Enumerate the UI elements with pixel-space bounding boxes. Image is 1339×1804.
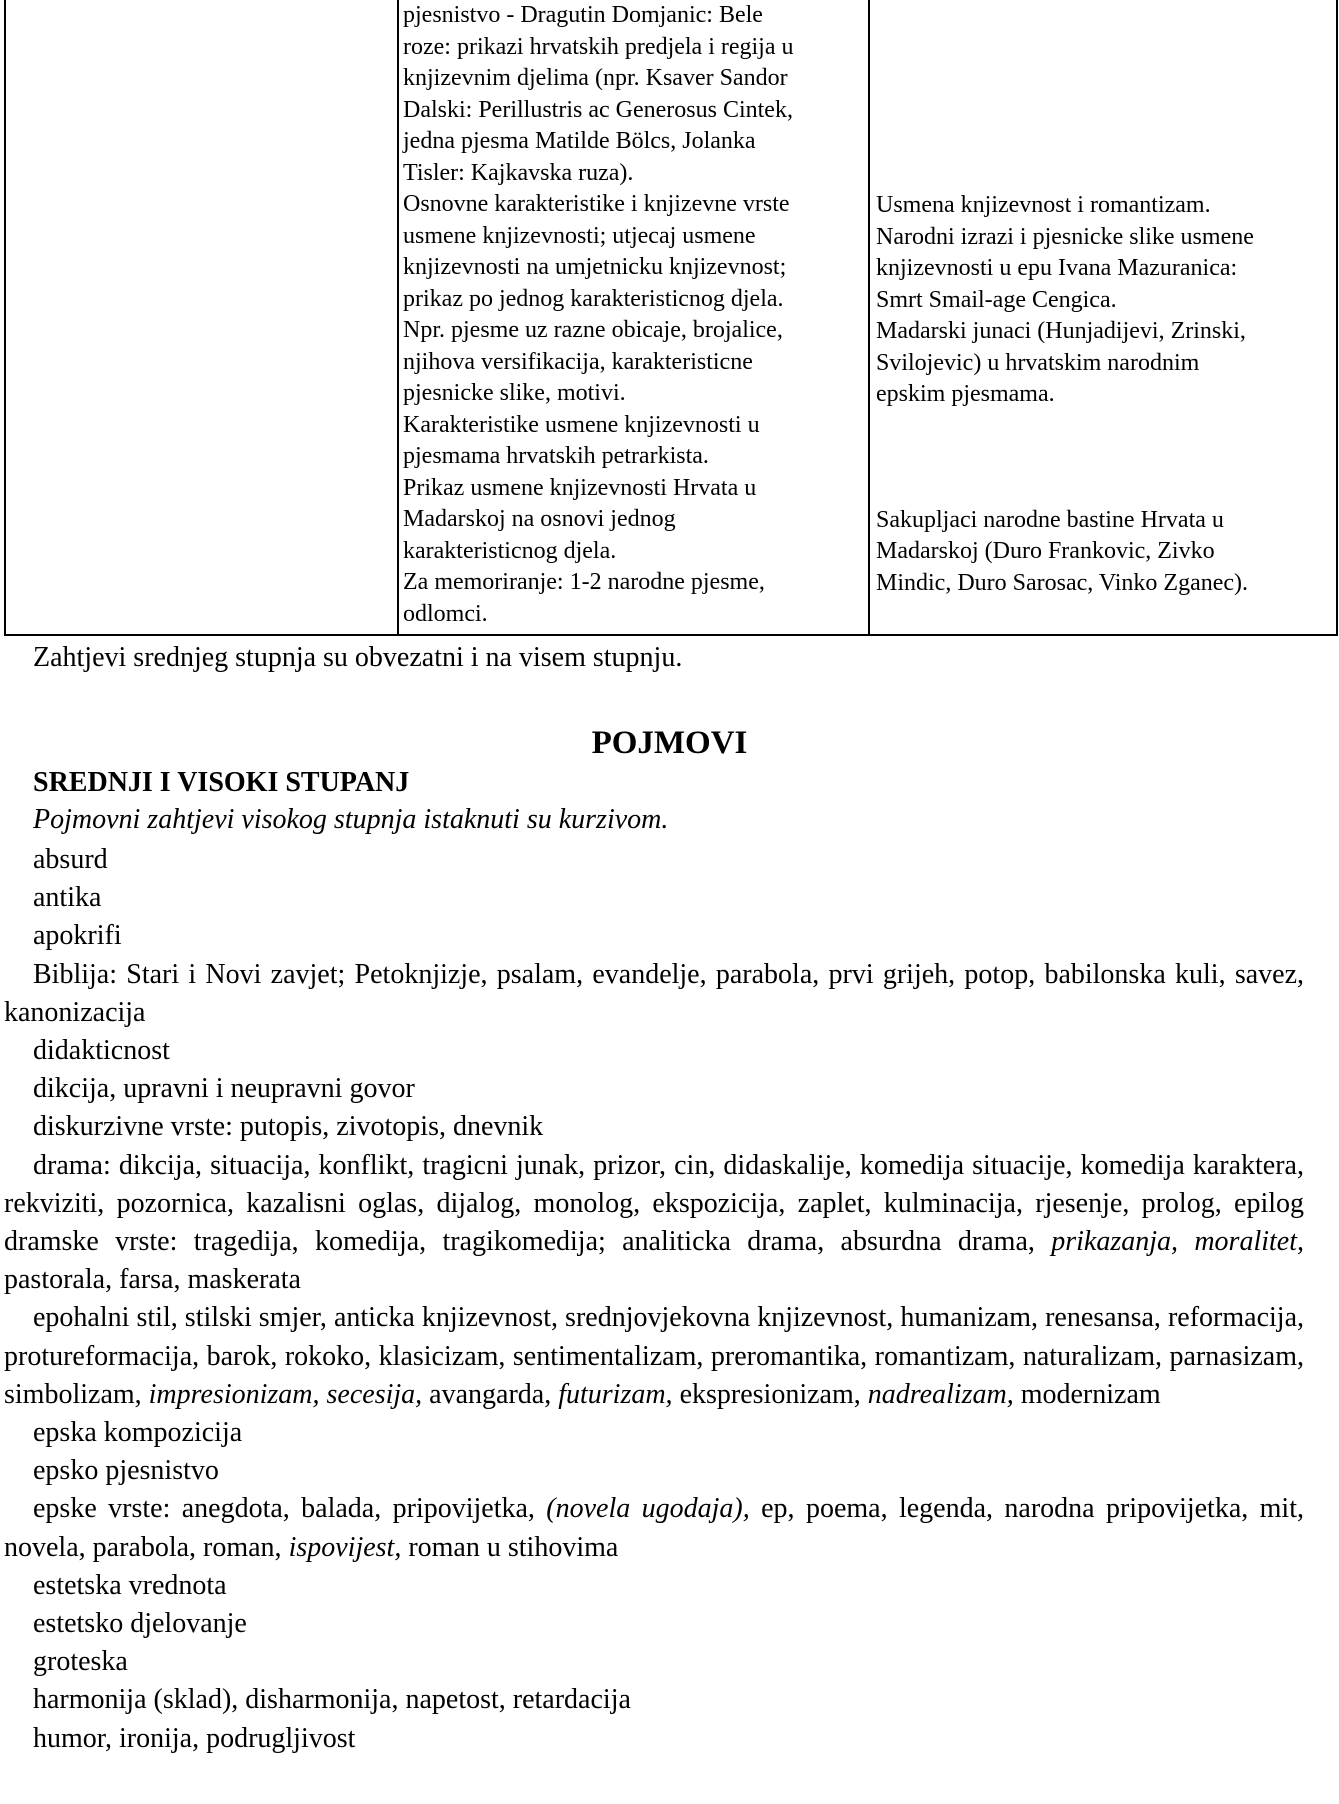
term-text: ekspresionizam, xyxy=(672,1378,868,1410)
term-text: didakticnost xyxy=(33,1035,170,1067)
term-text: avangarda, xyxy=(422,1378,559,1410)
term-text: epske vrste: anegdota, balada, pripovijetka, xyxy=(33,1493,547,1525)
term-text: epsko pjesnistvo xyxy=(33,1455,219,1487)
term-text: Biblija: Stari i Novi zavjet; Petoknjizje, psalam, evandelje, parabola, prvi grijeh, potop, babilonska kuli, savez, kanonizacija xyxy=(4,958,1304,1028)
term-entry xyxy=(4,879,1304,917)
table-cell-line: Karakteristike usmene knjizevnosti u xyxy=(403,411,760,438)
table-cell-line: njihova versifikacija, karakteristicne xyxy=(403,348,753,375)
table-cell-line: roze: prikazi hrvatskih predjela i regija u xyxy=(403,33,794,60)
table-cell-line: usmene knjizevnosti; utjecaj usmene xyxy=(403,222,756,249)
table-cell-line: Osnovne karakteristike i knjizevne vrste xyxy=(403,191,790,217)
table-cell-line: epskim pjesmama. xyxy=(876,381,1055,407)
term-entry xyxy=(4,1108,1304,1146)
table-cell-line: Za memoriranje: 1-2 narodne pjesme, xyxy=(403,569,765,595)
table-cell-line: jedna pjesma Matilde Bölcs, Jolanka xyxy=(403,128,756,154)
table-cell-line: knjizevnosti u epu Ivana Mazuranica: xyxy=(876,255,1238,281)
term-text: drama: dikcija, situacija, konflikt, tragicni junak, prizor, cin, didaskalije, komedija situacije, komedija karaktera, rekviziti, pozornica, kazalisni oglas, dijalog, monolog, ekspozicija, zaplet, kulminacija, rjesenje, prolog, epilog dramske vrste: tragedija, komedija, tragikomedija; analiticka drama, absurdna drama, xyxy=(4,1149,1304,1258)
table-cell-line: knjizevnosti na umjetnicku knjizevnost; xyxy=(403,254,787,280)
term-text: epohalni stil, stilski smjer, anticka knjizevnost, srednjovjekovna knjizevnost, humanizam, renesansa, reformacija, protureformacija, barok, rokoko, klasicizam, sentimentalizam, preromantika, romantizam, naturalizam, parnasizam, simbolizam, xyxy=(4,1302,1304,1410)
term-entry xyxy=(4,917,1304,955)
table-cell-line: Sakupljaci narodne bastine Hrvata u xyxy=(876,506,1224,533)
table-cell-line: Madarskoj na osnovi jednog xyxy=(403,506,676,532)
term-text: antika xyxy=(33,882,102,914)
term-entry xyxy=(4,1147,1304,1300)
table-cell-line: Mindic, Duro Sarosac, Vinko Zganec). xyxy=(876,569,1249,596)
term-text: ep, poema, legenda, narodna pripovijetka, mit, novela, parabola, roman, xyxy=(4,1493,1304,1563)
table-cell-line: Dalski: Perillustris ac Generosus Cintek, xyxy=(403,96,793,123)
term-text: humor, ironija, podrugljivost xyxy=(33,1722,356,1754)
term-entry xyxy=(4,1032,1304,1070)
term-text-italic: (novela ugodaja), xyxy=(546,1493,750,1525)
section-heading: POJMOVI xyxy=(591,725,748,761)
term-text: dikcija, upravni i neupravni govor xyxy=(33,1073,415,1105)
term-entry xyxy=(4,1720,1304,1758)
term-text-italic: prikazanja, moralitet, xyxy=(1051,1226,1304,1258)
term-text-italic: nadrealizam, xyxy=(867,1378,1014,1410)
table-cell-line: Madarski junaci (Hunjadijevi, Zrinski, xyxy=(876,318,1246,344)
term-text-italic: ispovijest, xyxy=(288,1531,402,1563)
term-text: estetska vrednota xyxy=(33,1569,227,1601)
table-cell-right xyxy=(876,190,1254,599)
table-cell-line: pjesnicke slike, motivi. xyxy=(403,380,626,406)
term-text: pastorala, farsa, maskerata xyxy=(4,1264,301,1296)
cell-spacer xyxy=(876,411,1254,505)
table-cell-line: pjesmama hrvatskih petrarkista. xyxy=(403,443,709,469)
table-cell-line: Tisler: Kajkavska ruza). xyxy=(403,159,634,186)
term-text: apokrifi xyxy=(33,920,122,952)
term-entry xyxy=(4,1490,1304,1566)
table-cell-line: Prikaz usmene knjizevnosti Hrvata u xyxy=(403,474,757,501)
term-entry xyxy=(4,1452,1304,1490)
term-entry xyxy=(4,1070,1304,1108)
intro-text: Pojmovni zahtjevi visokog stupnja istaknuti su kurzivom. xyxy=(33,804,669,835)
term-text: absurd xyxy=(33,844,108,875)
term-text: epska kompozicija xyxy=(33,1417,243,1449)
table-cell-line: Narodni izrazi i pjesnicke slike usmene xyxy=(876,223,1254,250)
term-entry xyxy=(4,956,1304,1032)
term-text-italic: futurizam, xyxy=(558,1378,673,1410)
term-text: roman u stihovima xyxy=(401,1531,619,1563)
table-cell-line: prikaz po jednog karakteristicnog djela. xyxy=(403,285,784,312)
table-cell-middle xyxy=(403,0,794,630)
table-cell-line: odlomci. xyxy=(403,600,488,627)
term-text: estetsko djelovanje xyxy=(33,1608,247,1640)
term-entry xyxy=(4,841,1304,879)
table-cell-line: karakteristicnog djela. xyxy=(403,537,617,564)
table-cell-line: Smrt Smail-age Cengica. xyxy=(876,286,1117,313)
section-subheading: SREDNJI I VISOKI STUPANJ xyxy=(33,767,410,798)
table-border-right xyxy=(1336,0,1338,634)
table-column-divider xyxy=(397,0,399,634)
term-entry xyxy=(4,1605,1304,1643)
table-cell-line: Npr. pjesme uz razne obicaje, brojalice, xyxy=(403,317,783,343)
term-entry xyxy=(4,1643,1304,1681)
term-entry xyxy=(4,1414,1304,1452)
table-column-divider xyxy=(868,0,870,634)
terms-list xyxy=(4,841,1304,1758)
table-border-left xyxy=(4,0,6,634)
term-entry xyxy=(4,1567,1304,1605)
term-text: groteska xyxy=(33,1646,128,1678)
term-text: harmonija (sklad), disharmonija, napetost, retardacija xyxy=(33,1684,631,1716)
table-cell-line: Madarskoj (Duro Frankovic, Zivko xyxy=(876,538,1215,564)
term-text-italic: impresionizam, secesija, xyxy=(148,1378,423,1410)
note-text: Zahtjevi srednjeg stupnja su obvezatni i na visem stupnju. xyxy=(33,642,683,673)
term-entry xyxy=(4,1299,1304,1414)
term-text: diskurzivne vrste: putopis, zivotopis, dnevnik xyxy=(33,1111,544,1143)
term-text: modernizam xyxy=(1013,1378,1161,1410)
table-cell-line: knjizevnim djelima (npr. Ksaver Sandor xyxy=(403,65,788,91)
table-cell-line: Usmena knjizevnost i romantizam. xyxy=(876,192,1211,218)
table-cell-line: Svilojevic) u hrvatskim narodnim xyxy=(876,349,1200,376)
table-cell-line: pjesnistvo - Dragutin Domjanic: Bele xyxy=(403,2,763,28)
term-entry xyxy=(4,1681,1304,1719)
